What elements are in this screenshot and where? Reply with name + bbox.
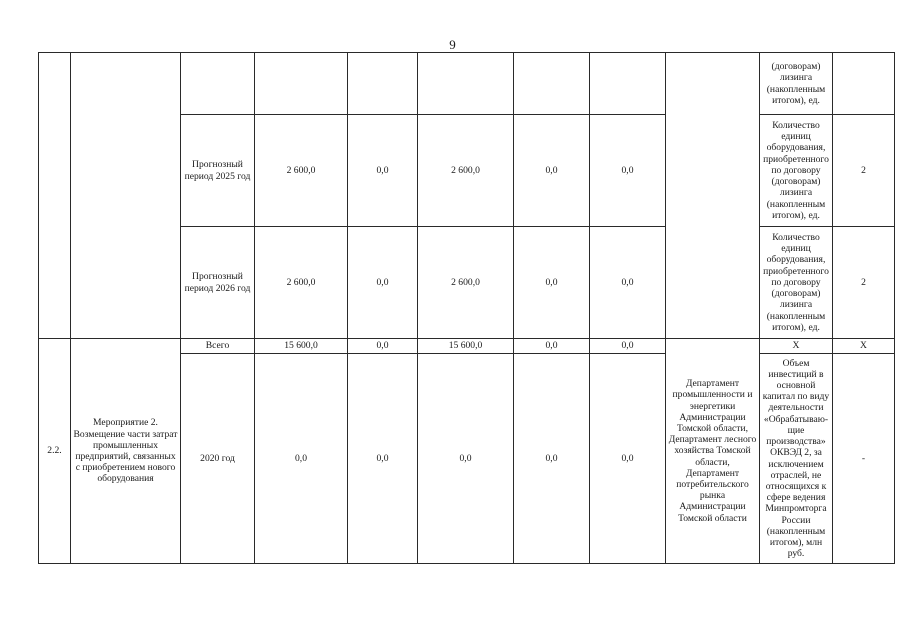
local-cell: 0,0 <box>514 227 590 339</box>
federal-cell: 0,0 <box>348 227 418 339</box>
executor-cell: Департамент промышленности и энергетики Администрации Томской области, Департамент лесного хозяйства Томской области, Департамент потребительского рынка Администрации Томской области <box>666 339 760 564</box>
extra-cell: 0,0 <box>590 339 666 354</box>
page-number: 9 <box>449 37 456 52</box>
measure-cell <box>71 115 181 227</box>
extra-cell: 0,0 <box>590 227 666 339</box>
measure-cell <box>71 227 181 339</box>
value-cell: X <box>833 339 895 354</box>
regional-cell <box>418 53 514 115</box>
period-cell: 2020 год <box>181 354 255 564</box>
federal-cell <box>348 53 418 115</box>
value-cell: 2 <box>833 115 895 227</box>
total-cell: 0,0 <box>255 354 348 564</box>
measure-cell <box>71 53 181 115</box>
period-cell: Всего <box>181 339 255 354</box>
executor-cell <box>666 53 760 115</box>
total-cell <box>255 53 348 115</box>
regional-cell: 0,0 <box>418 354 514 564</box>
local-cell <box>514 53 590 115</box>
extra-cell <box>590 53 666 115</box>
indicator-cell: Объем инвестиций в основной капитал по виду деятельности «Обрабатываю-щие производства» ОКВЭД 2, за исключением отраслей, не относящихся к сфере ведения Минпромторга России (накопленным итогом), млн руб. <box>760 354 833 564</box>
table-row <box>39 115 895 227</box>
period-cell: Прогнозный период 2025 год <box>181 115 255 227</box>
indicator-cell: X <box>760 339 833 354</box>
executor-cell <box>666 227 760 339</box>
federal-cell: 0,0 <box>348 354 418 564</box>
local-cell: 0,0 <box>514 339 590 354</box>
total-cell: 15 600,0 <box>255 339 348 354</box>
regional-cell: 15 600,0 <box>418 339 514 354</box>
federal-cell: 0,0 <box>348 339 418 354</box>
total-cell: 2 600,0 <box>255 227 348 339</box>
regional-cell: 2 600,0 <box>418 115 514 227</box>
number-cell <box>39 115 71 227</box>
program-table <box>38 52 895 564</box>
period-cell: Прогнозный период 2026 год <box>181 227 255 339</box>
indicator-cell: (договорам) лизинга (накопленным итогом), ед. <box>760 53 833 115</box>
number-cell <box>39 227 71 339</box>
local-cell: 0,0 <box>514 354 590 564</box>
regional-cell: 2 600,0 <box>418 227 514 339</box>
number-cell <box>39 53 71 115</box>
indicator-cell: Количество единиц оборудования, приобретенного по договору (договорам) лизинга (накопленным итогом), ед. <box>760 227 833 339</box>
indicator-cell: Количество единиц оборудования, приобретенного по договору (договорам) лизинга (накопленным итогом), ед. <box>760 115 833 227</box>
measure-number: 2.2. <box>39 339 71 564</box>
period-cell <box>181 53 255 115</box>
table-row <box>39 227 895 339</box>
executor-cell <box>666 115 760 227</box>
extra-cell: 0,0 <box>590 115 666 227</box>
value-cell <box>833 53 895 115</box>
local-cell: 0,0 <box>514 115 590 227</box>
value-cell: - <box>833 354 895 564</box>
table-row <box>39 339 895 354</box>
value-cell: 2 <box>833 227 895 339</box>
federal-cell: 0,0 <box>348 115 418 227</box>
measure-name: Мероприятие 2. Возмещение части затрат промышленных предприятий, связанных с приобретением нового оборудования <box>71 339 181 564</box>
total-cell: 2 600,0 <box>255 115 348 227</box>
table-row <box>39 53 895 115</box>
extra-cell: 0,0 <box>590 354 666 564</box>
